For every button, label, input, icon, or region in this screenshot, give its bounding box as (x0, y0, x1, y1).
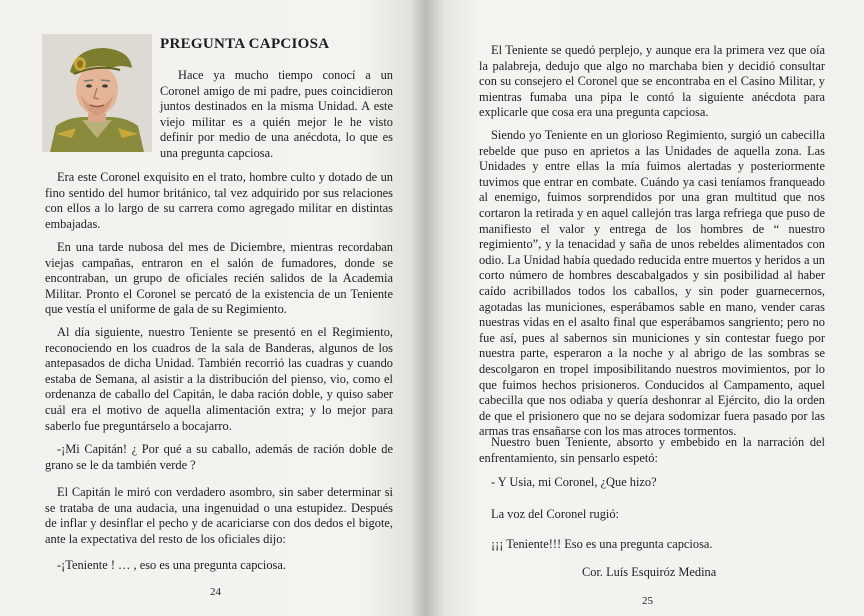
body-paragraph: Siendo yo Teniente en un glorioso Regimiento, surgió un cabecilla rebelde que puso en aprietos a las Unidades de aquella zona. Las Unidades y entre ellas la mía fuimos alertadas y posteriormente tuvimos que entrar en combate. Cuándo ya casi teníamos franqueado al enemigo, fuimos sorprendidos por una gran multitud que nos cortaron la retirada y en aquel callejón tras larga refriega que puso de manifiesto el valor y entrega de los hombres de “ nuestro regimiento”, y la tenacidad y saña de unos rebeldes alimentados con odio. La Unidad había quedado reducida entre muertos y heridos a un corto número de hombres descabalgados y sin posibilidad al haber caído acribillados todos los caballos, y sin poder guarnecernos, agotadas las municiones, esperábamos sable en mano, vender caras nuestras vidas en el asalto final que esperábamos sangriento; pero no fue así, pues al sabernos sin municiones y sin contestar fuego por nuestra parte, esperaron a la noche y al abrigo de las sombras se descolgaron en tropel imposibilitando nuestros movimientos, por lo que fuimos hechos prisioneros. Conducidos al Campamento, aquel cabecilla que nos odiaba y quería deshonrar al Ejército, dio la orden de que el prisionero que no se dejara sodomizar fuera pasado por las armas tras ensañarse con los mas atroces tormentos. (479, 128, 825, 439)
soldier-portrait-illustration (42, 34, 152, 152)
body-paragraph: El Capitán le miró con verdadero asombro, sin saber determinar si se trataba de una audacia, una ingenuidad o una estupidez. Después de inflar y desinflar el pecho y de acariciarse con dos dedos el bigote, ante la expectativa del resto de los oficiales dijo: (45, 485, 393, 546)
author-signature: Cor. Luís Esquiróz Medina (582, 565, 717, 579)
body-paragraph: El Teniente se quedó perplejo, y aunque era la primera vez que oía la palabreja, dedujo que algo no marchaba bien y decidió consultar con su consejero el Coronel que se encontraba en el Casino Militar, y mientras fumaba una pipa le contó la siguiente anécdota para explicarle que cosa era una pregunta capciosa. (479, 43, 825, 120)
body-paragraph: Era este Coronel exquisito en el trato, hombre culto y dotado de un fino sentido del humor británico, tal vez adquirido por sus relaciones con ellos a lo largo de su carrera como agregado militar en distintas embajadas. (45, 170, 393, 231)
body-paragraph: Al día siguiente, nuestro Teniente se presentó en el Regimiento, reconociendo en los cuadros de la sala de Banderas, algunos de los antepasados de dicha Unidad. También recorrió las cuadras y cuando estaba de Semana, al asistir a la distribución del pienso, vio, como el ordenanza de caballo del Capitán, le daba ración doble, y quiso saber cuál era el motivo de aquella alimentación extra; y lo mejor para saberlo fue preguntárselo a bocajarro. (45, 325, 393, 433)
left-page (0, 0, 427, 616)
body-paragraph: La voz del Coronel rugió: (491, 507, 620, 521)
story-title: PREGUNTA CAPCIOSA (160, 36, 330, 52)
body-paragraph: ¡¡¡ Teniente!!! Eso es una pregunta capciosa. (491, 537, 713, 551)
intro-paragraph: Hace ya mucho tiempo conocí a un Coronel amigo de mi padre, pues coincidieron juntos destinados en la misma Unidad. A este viejo militar es a quién mejor le he visto definir por medio de una anécdota, lo que es una pregunta capciosa. (160, 68, 393, 160)
right-page (427, 0, 864, 616)
body-paragraph: - Y Usia, mi Coronel, ¿Que hizo? (491, 475, 657, 489)
soldier-portrait-icon (42, 34, 152, 152)
body-paragraph: -¡Teniente ! … , eso es una pregunta capciosa. (57, 558, 286, 572)
body-paragraph: Nuestro buen Teniente, absorto y embebido en la narración del enfrentamiento, sin pensarlo espetó: (479, 435, 825, 465)
page-number: 25 (642, 595, 653, 607)
page-number: 24 (210, 586, 221, 598)
body-paragraph: -¡Mi Capitán! ¿ Por qué a su caballo, además de ración doble de grano se le da también verde ? (45, 442, 393, 472)
body-paragraph: En una tarde nubosa del mes de Diciembre, mientras recordaban viejas campañas, entraron en el salón de fumadores, donde se encontraban, un grupo de oficiales recién salidos de la Academia Militar. Pronto el Coronel se percató de la existencia de un Teniente que vestía el uniforme de gala de su Regimiento. (45, 240, 393, 317)
